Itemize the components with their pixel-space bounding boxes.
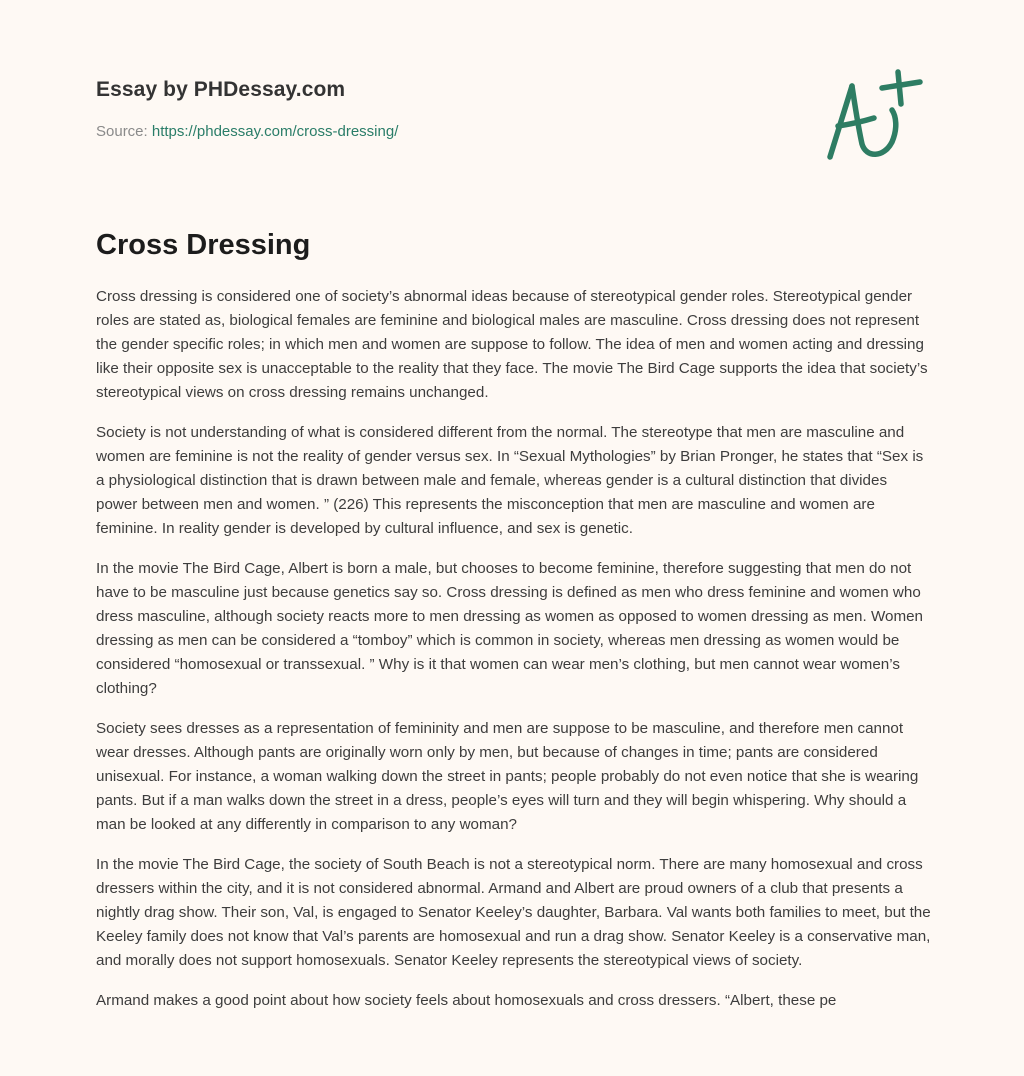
page-header [96,74,796,142]
paragraph: Cross dressing is considered one of society’s abnormal ideas because of stereotypical gender roles. Stereotypical gender roles are stated as, biological females are feminine and biological males are masculine. Cross dressing does not represent the gender specific roles; in which men and women are suppose to follow. The idea of men and women acting and dressing like their opposite sex is unacceptable to the reality that they face. The movie The Bird Cage supports the idea that society’s stereotypical views on cross dressing remains unchanged. [96,288,928,401]
source-label: Source: [96,123,152,140]
paragraph: In the movie The Bird Cage, the society of South Beach is not a stereotypical norm. There are many homosexual and cross dressers within the city, and it is not considered abnormal. Armand and Albert are proud owners of a club that presents a nightly drag show. Their son, Val, is engaged to Senator Keeley’s daughter, Barbara. Val wants both families to meet, but the Keeley family does not know that Val’s parents are homosexual and run a drag show. Senator Keeley is a conservative man, and morally does not support homosexuals. Senator Keeley represents the stereotypical views of society. [96,856,931,969]
document-title: Cross Dressing [96,229,311,261]
essay-body [96,285,932,1013]
paragraph: Society is not understanding of what is considered different from the normal. The stereotype that men are masculine and women are feminine is not the reality of gender versus sex. In “Sexual Mythologies” by Brian Pronger, he states that “Sex is a physiological distinction that is drawn between male and female, whereas gender is a cultural distinction that divides power between men and women. ” (226) This represents the misconception that men are masculine and women are feminine. In reality gender is developed by cultural influence, and sex is genetic. [96,424,924,537]
source-link[interactable]: https://phdessay.com/cross-dressing/ [151,123,399,140]
site-title: Essay by PHDessay.com [96,78,346,101]
paragraph: Armand makes a good point about how society feels about homosexuals and cross dressers. “Albert, these pe [96,992,837,1009]
paragraph: In the movie The Bird Cage, Albert is born a male, but chooses to become feminine, therefore suggesting that men do not have to be masculine just because genetics say so. Cross dressing is defined as men who dress feminine and women who dress masculine, although society reacts more to men dressing as women as opposed to women dressing as men. Women dressing as men can be considered a “tomboy” which is common in society, whereas men dressing as women would be considered “homosexual or transsexual. ” Why is it that women can wear men’s clothing, but men cannot wear women’s clothing? [96,560,923,697]
a-plus-grade-icon [822,66,932,166]
essay-main [96,224,932,1029]
paragraph: Society sees dresses as a representation of femininity and men are suppose to be masculine, and therefore men cannot wear dresses. Although pants are originally worn only by men, but because of changes in time; pants are considered unisexual. For instance, a woman walking down the street in pants; people probably do not even notice that she is wearing pants. But if a man walks down the street in a dress, people’s eyes will turn and they will begin whispering. Why should a man be looked at any differently in comparison to any woman? [96,720,919,833]
source-line [96,122,796,142]
